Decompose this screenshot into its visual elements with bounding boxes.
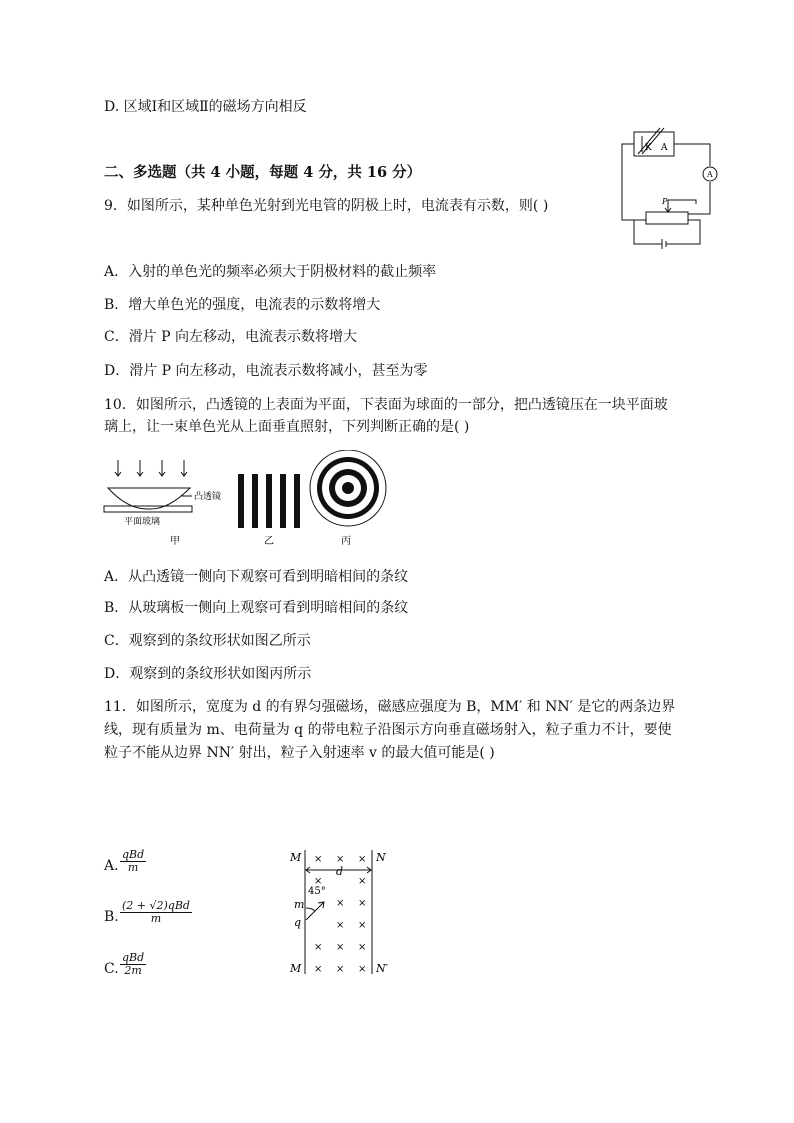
cross: × [336, 898, 345, 909]
light-arrows [115, 460, 187, 476]
q11-option-b-label: B. [104, 909, 119, 925]
label-n-top: N [376, 851, 386, 864]
fraction-denominator: m [127, 861, 139, 874]
fraction-numerator: (2 + √2)qBd [122, 899, 190, 912]
label-a: A [661, 143, 668, 153]
label-k: K [645, 143, 652, 153]
section-title: 二、多选题（共 4 小题，每题 4 分，共 16 分） [104, 164, 422, 181]
cross: × [358, 964, 367, 975]
cross: × [314, 876, 323, 887]
label-p: P [662, 197, 668, 206]
cross: × [358, 876, 367, 887]
q9-option-c: C．滑片 P 向左移动，电流表示数将增大 [104, 329, 358, 345]
cross: × [336, 920, 345, 931]
q11-stem-line2: 线，现有质量为 m、电荷量为 q 的带电粒子沿图示方向垂直磁场射入，粒子重力不计，要使 [104, 722, 672, 738]
q11-option-a-label: A. [104, 858, 119, 874]
label-m-bottom: M [290, 962, 302, 975]
lens-label: 凸透镜 [194, 492, 222, 502]
fraction-numerator: qBd [122, 848, 145, 861]
q9-option-b: B．增大单色光的强度，电流表的示数将增大 [104, 297, 381, 313]
q11-option-b-fraction [120, 900, 192, 925]
cross: × [336, 942, 345, 953]
q11-option-c-fraction [120, 952, 146, 977]
cross: × [358, 920, 367, 931]
cross: × [358, 942, 367, 953]
q9-circuit-figure [612, 124, 724, 254]
q9-stem: 9．如图所示，某种单色光射到光电管的阴极上时，电流表有示数，则( ) [104, 198, 549, 214]
cross: × [336, 854, 345, 865]
label-mass: m [294, 898, 305, 911]
fraction-denominator: m [150, 912, 162, 925]
q10-figures [98, 450, 398, 550]
q10-option-a: A．从凸透镜一侧向下观察可看到明暗相间的条纹 [104, 569, 409, 585]
label-angle: 45° [308, 886, 326, 897]
caption-yi: 乙 [264, 536, 274, 547]
fraction-numerator: qBd [122, 951, 145, 964]
q9-option-d: D．滑片 P 向左移动，电流表示数将减小，甚至为零 [104, 363, 428, 379]
q10-stem-line2: 璃上，让一束单色光从上面垂直照射，下列判断正确的是( ) [104, 419, 470, 435]
cross: × [358, 854, 367, 865]
cross: × [358, 898, 367, 909]
q10-option-c: C．观察到的条纹形状如图乙所示 [104, 633, 311, 649]
caption-jia: 甲 [170, 536, 180, 547]
rheostat [646, 212, 688, 224]
q10-option-d: D．观察到的条纹形状如图丙所示 [104, 666, 312, 682]
q10-stem-line1: 10．如图所示，凸透镜的上表面为平面，下表面为球面的一部分，把凸透镜压在一块平面玻 [104, 397, 668, 413]
label-charge: q [294, 916, 302, 929]
q11-stem-line1: 11．如图所示，宽度为 d 的有界匀强磁场，磁感应强度为 B，MM′ 和 NN′ 是它的两条边界 [104, 699, 676, 715]
straight-fringes [238, 474, 300, 528]
cross: × [314, 854, 323, 865]
cross: × [336, 964, 345, 975]
q11-option-a-fraction [120, 849, 146, 874]
cross: × [314, 942, 323, 953]
label-m-top: M [290, 851, 302, 864]
q11-field-figure [284, 846, 404, 978]
ammeter-label: A [707, 170, 713, 179]
fraction-denominator: 2m [124, 964, 142, 977]
label-n-bottom: N′ [376, 962, 389, 975]
q8-option-d: D. 区域Ⅰ和区域Ⅱ的磁场方向相反 [104, 99, 307, 115]
label-d: d [336, 865, 344, 878]
newton-rings [310, 450, 386, 526]
q9-option-a: A．入射的单色光的频率必须大于阴极材料的截止频率 [104, 264, 437, 280]
q11-option-c-label: C. [104, 961, 119, 977]
q11-stem-line3: 粒子不能从边界 NN′ 射出，粒子入射速率 v 的最大值可能是( ) [104, 745, 495, 761]
glass-label: 平面玻璃 [124, 517, 161, 527]
cross: × [314, 964, 323, 975]
caption-bing: 丙 [341, 536, 351, 547]
q10-option-b: B．从玻璃板一侧向上观察可看到明暗相间的条纹 [104, 600, 409, 616]
